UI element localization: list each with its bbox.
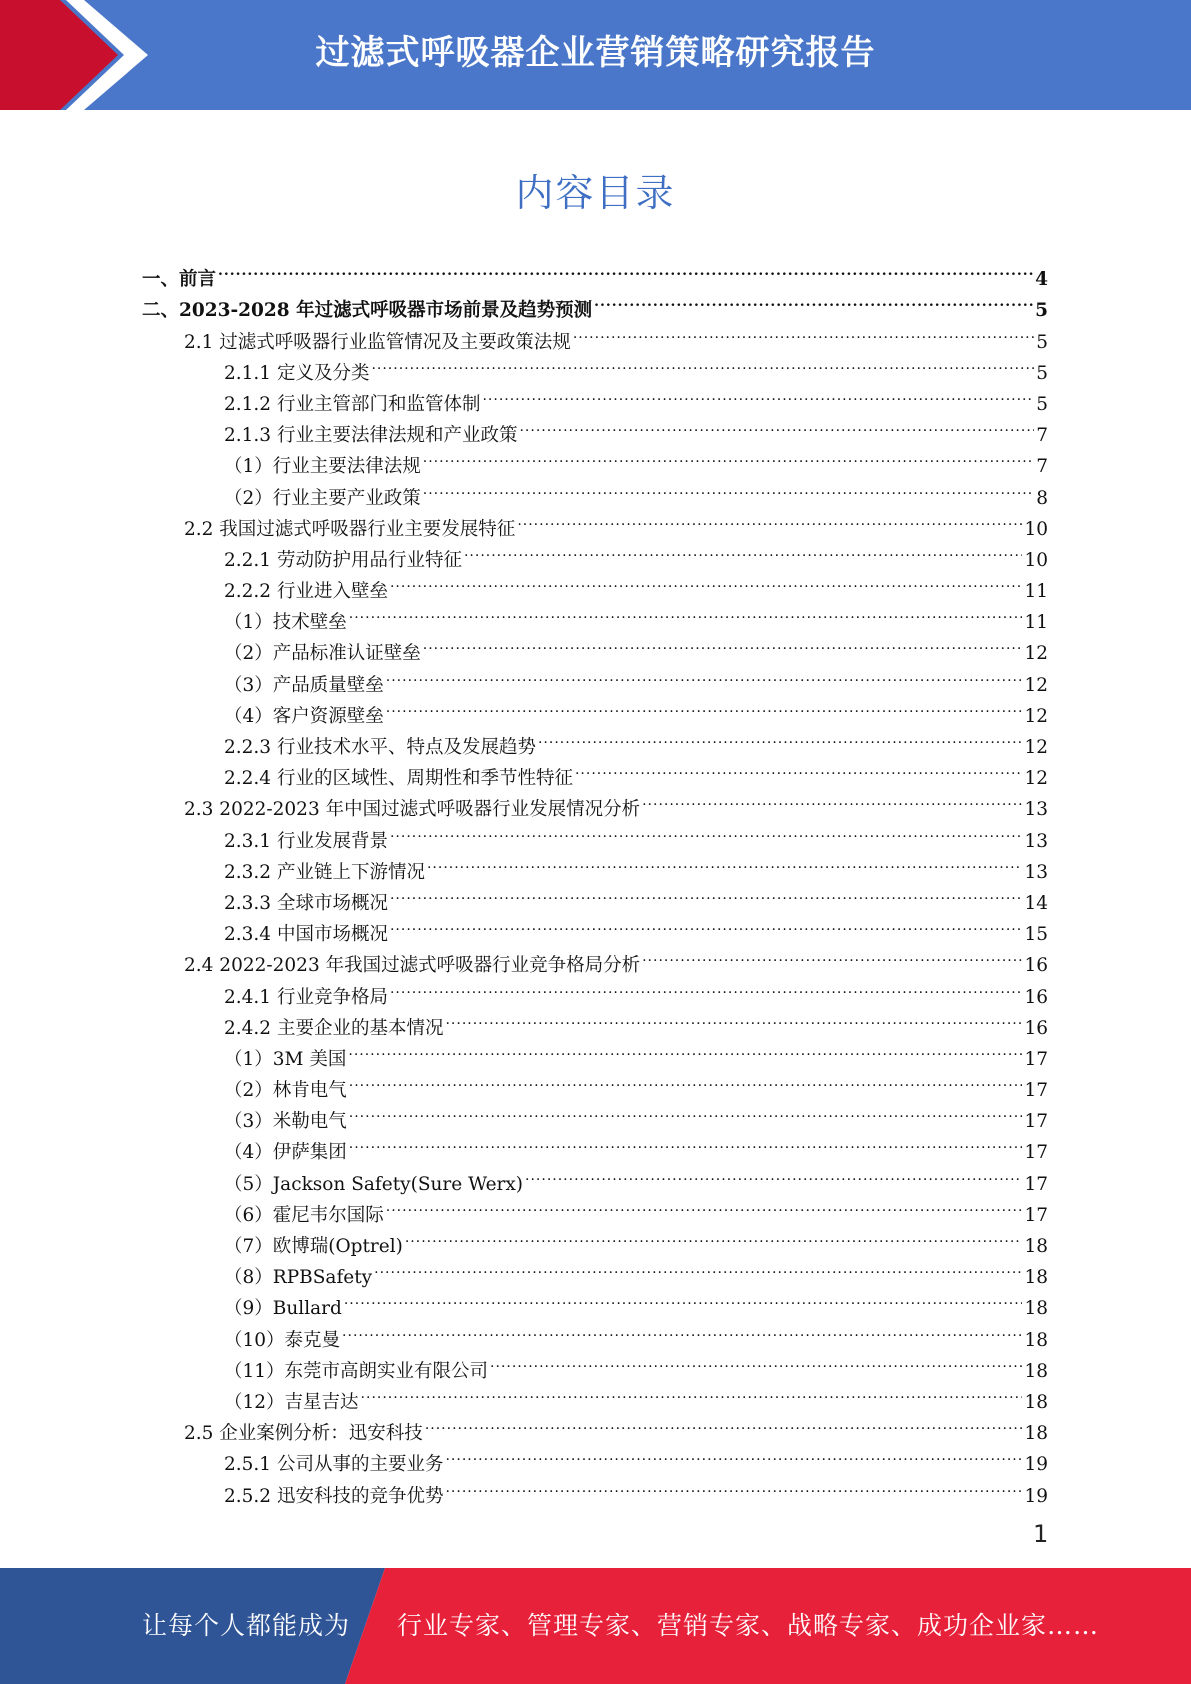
toc-entry-page: 12 (1024, 737, 1048, 758)
toc-entry[interactable] (0, 379, 1048, 415)
toc-entry-label: （3）米勒电气 (224, 1111, 347, 1133)
toc-dot-leader (374, 1252, 1022, 1283)
toc-entry[interactable] (0, 254, 1048, 291)
toc-entry[interactable] (0, 285, 1048, 322)
toc-entry-label: 2.2 我国过滤式呼吸器行业主要发展特征 (184, 518, 516, 540)
toc-entry-page: 13 (1024, 799, 1048, 821)
toc-entry-label: 2.5.1 公司从事的主要业务 (224, 1454, 444, 1476)
toc-dot-leader (525, 1158, 1022, 1189)
toc-entry[interactable] (0, 1034, 1048, 1070)
toc-entry-page: 16 (1024, 955, 1048, 977)
toc-entry-page: 12 (1024, 674, 1048, 696)
toc-entry-label: 2.4.2 主要企业的基本情况 (224, 1017, 444, 1039)
toc-entry[interactable] (0, 1096, 1048, 1133)
toc-entry-label: 2.2.3 行业技术水平、特点及发展趋势 (224, 737, 536, 758)
toc-entry[interactable] (0, 1283, 1048, 1320)
footer-slogan-left: 让每个人都能成为 (142, 1611, 351, 1640)
toc-entry-page: 16 (1024, 1017, 1048, 1039)
toc-dot-leader (427, 847, 1022, 878)
toc-entry-label: （4）客户资源壁垒 (224, 705, 384, 727)
toc-dot-leader (575, 753, 1022, 784)
toc-entry[interactable] (0, 1127, 1048, 1164)
toc-dot-leader (349, 1096, 1023, 1127)
toc-entry-page: 12 (1024, 643, 1048, 665)
toc-entry[interactable] (0, 940, 1048, 977)
toc-entry[interactable] (0, 628, 1048, 665)
toc-entry-page: 17 (1024, 1204, 1048, 1226)
toc-entry-label: 2.2.2 行业进入壁垒 (224, 581, 388, 603)
toc-dot-leader (642, 784, 1022, 815)
toc-entry[interactable] (0, 909, 1048, 946)
footer-band (0, 1568, 1191, 1684)
toc-dot-leader (344, 1283, 1023, 1314)
toc-entry[interactable] (0, 753, 1048, 790)
header-banner (0, 0, 1191, 110)
toc-entry[interactable] (0, 815, 1048, 852)
toc-dot-leader (594, 285, 1033, 316)
toc-entry-page: 16 (1024, 986, 1048, 1008)
toc-entry-page: 18 (1024, 1391, 1048, 1413)
toc-dot-leader (482, 379, 1034, 410)
toc-entry[interactable] (0, 691, 1048, 727)
toc-entry-label: 2.1.3 行业主要法律法规和产业政策 (224, 425, 518, 447)
toc-entry-label: 二、2023-2028 年过滤式呼吸器市场前景及趋势预测 (142, 300, 593, 322)
toc-dot-leader (390, 815, 1022, 846)
toc-entry-label: 2.5 企业案例分析：迅安科技 (184, 1423, 423, 1445)
toc-entry[interactable] (0, 316, 1048, 353)
toc-entry-page: 19 (1024, 1485, 1048, 1507)
toc-entry-label: 2.3.2 产业链上下游情况 (224, 861, 425, 883)
toc-entry-label: （1）技术壁垒 (224, 612, 347, 634)
toc-dot-leader (361, 1377, 1023, 1408)
toc-entry[interactable] (0, 1003, 1048, 1039)
toc-entry[interactable] (0, 784, 1048, 821)
toc-entry-label: （6）霍尼韦尔国际 (224, 1204, 384, 1226)
toc-dot-leader (445, 1470, 1022, 1501)
toc-entry-label: （5）Jackson Safety(Sure Werx) (224, 1173, 524, 1195)
toc-entry[interactable] (0, 1158, 1048, 1195)
toc-entry-page: 13 (1024, 830, 1048, 852)
toc-dot-leader (218, 254, 1033, 285)
toc-entry-page: 12 (1024, 705, 1048, 727)
toc-entry-label: 2.4.1 行业竞争格局 (224, 986, 388, 1008)
toc-entry-page: 13 (1024, 861, 1048, 883)
toc-entry[interactable] (0, 1221, 1048, 1257)
toc-entry-label: （1）3M 美国 (224, 1048, 347, 1070)
toc-entry-page: 17 (1024, 1080, 1048, 1102)
toc-entry[interactable] (0, 1065, 1048, 1102)
toc-entry[interactable] (0, 504, 1048, 540)
toc-entry-page: 5 (1035, 300, 1048, 322)
toc-entry-label: 2.1.1 定义及分类 (224, 362, 370, 384)
toc-dot-leader (519, 410, 1034, 441)
toc-entry-page: 7 (1036, 425, 1048, 447)
toc-entry-page: 5 (1036, 331, 1048, 353)
footer-slogan-right: 行业专家、管理专家、营销专家、战略专家、成功企业家…… (397, 1611, 1100, 1640)
toc-dot-leader (423, 628, 1023, 659)
toc-entry[interactable] (0, 1408, 1048, 1445)
toc-entry-label: 2.3 2022-2023 年中国过滤式呼吸器行业发展情况分析 (184, 799, 641, 821)
toc-dot-leader (405, 1221, 1023, 1252)
toc-dot-leader (386, 659, 1023, 690)
toc-entry-page: 10 (1024, 549, 1048, 571)
toc-entry-label: 2.1.2 行业主管部门和监管体制 (224, 393, 481, 415)
toc-entry-page: 18 (1024, 1267, 1048, 1289)
toc-entry[interactable] (0, 847, 1048, 883)
toc-entry-page: 15 (1024, 924, 1048, 946)
toc-entry[interactable] (0, 878, 1048, 914)
toc-entry-label: 2.1 过滤式呼吸器行业监管情况及主要政策法规 (184, 331, 571, 353)
toc-entry-page: 5 (1036, 393, 1048, 415)
toc-entry-label: （3）产品质量壁垒 (224, 674, 384, 696)
toc-entry[interactable] (0, 659, 1048, 696)
report-title: 过滤式呼吸器企业营销策略研究报告 (315, 33, 876, 73)
toc-dot-leader (445, 1439, 1022, 1470)
toc-dot-leader (642, 940, 1022, 971)
toc-entry-page: 17 (1024, 1142, 1048, 1164)
toc-entry-page: 8 (1036, 487, 1048, 509)
toc-dot-leader (517, 504, 1022, 535)
toc-entry-page: 17 (1024, 1048, 1048, 1070)
page-number: 1 (1033, 1520, 1049, 1548)
toc-dot-leader (490, 1346, 1022, 1377)
toc-dot-leader (423, 441, 1034, 472)
toc-entry[interactable] (0, 722, 1048, 758)
toc-dot-leader (573, 316, 1034, 347)
toc-entry-page: 18 (1024, 1236, 1048, 1257)
toc-entry-page: 19 (1024, 1454, 1048, 1476)
toc-entry-label: 2.2.4 行业的区域性、周期性和季节性特征 (224, 768, 573, 790)
toc-entry-page: 18 (1024, 1360, 1048, 1382)
toc-entry-page: 5 (1036, 362, 1048, 384)
toc-entry-page: 4 (1035, 269, 1048, 291)
toc-dot-leader (348, 1034, 1022, 1065)
toc-entry-page: 17 (1024, 1111, 1048, 1133)
toc-entry[interactable] (0, 441, 1048, 478)
toc-entry[interactable] (0, 1314, 1048, 1351)
toc-entry[interactable] (0, 410, 1048, 447)
toc-entry[interactable] (0, 472, 1048, 509)
toc-dot-leader (423, 472, 1034, 503)
toc-entry[interactable] (0, 1346, 1048, 1382)
toc-entry-page: 14 (1024, 892, 1048, 914)
toc-dot-leader (349, 1065, 1023, 1096)
toc-entry-page: 18 (1024, 1329, 1048, 1351)
toc-entry[interactable] (0, 1190, 1048, 1226)
toc-entry[interactable] (0, 1252, 1048, 1289)
toc-entry-label: （8）RPBSafety (224, 1267, 373, 1289)
toc-entry[interactable] (0, 566, 1048, 603)
table-of-contents (0, 254, 1191, 1507)
toc-dot-leader (349, 1127, 1023, 1158)
toc-entry-page: 18 (1024, 1298, 1048, 1320)
toc-dot-leader (342, 1314, 1022, 1345)
toc-entry-label: （9）Bullard (224, 1298, 342, 1320)
toc-entry-label: 2.4 2022-2023 年我国过滤式呼吸器行业竞争格局分析 (184, 955, 641, 977)
toc-entry-label: （1）行业主要法律法规 (224, 456, 421, 478)
toc-dot-leader (390, 878, 1022, 909)
toc-dot-leader (386, 691, 1023, 722)
toc-entry[interactable] (0, 1470, 1048, 1507)
toc-entry[interactable] (0, 1377, 1048, 1413)
toc-entry[interactable] (0, 597, 1048, 634)
toc-dot-leader (425, 1408, 1023, 1439)
toc-entry-label: 2.3.3 全球市场概况 (224, 892, 388, 914)
toc-entry-page: 11 (1024, 581, 1048, 603)
toc-entry-label: （7）欧博瑞(Optrel) (224, 1236, 403, 1257)
toc-entry[interactable] (0, 535, 1048, 571)
toc-dot-leader (445, 1003, 1022, 1034)
toc-entry-label: （2）林肯电气 (224, 1080, 347, 1102)
toc-dot-leader (349, 597, 1023, 628)
toc-dot-leader (390, 566, 1022, 597)
toc-entry-label: 一、前言 (142, 269, 217, 291)
toc-entry-label: （12）吉星吉达 (224, 1391, 359, 1413)
toc-entry-label: （11）东莞市高朗实业有限公司 (224, 1360, 489, 1382)
toc-entry-label: 2.2.1 劳动防护用品行业特征 (224, 549, 462, 571)
toc-entry-page: 11 (1024, 612, 1048, 634)
toc-entry-label: （2）行业主要产业政策 (224, 487, 421, 509)
toc-entry-page: 17 (1024, 1173, 1048, 1195)
toc-dot-leader (538, 722, 1022, 753)
toc-entry-label: （4）伊萨集团 (224, 1142, 347, 1164)
toc-heading: 内容目录 (515, 171, 676, 215)
toc-entry[interactable] (0, 971, 1048, 1008)
toc-entry-label: 2.5.2 迅安科技的竞争优势 (224, 1485, 444, 1507)
toc-entry[interactable] (0, 1439, 1048, 1476)
toc-entry-page: 10 (1024, 518, 1048, 540)
toc-dot-leader (371, 348, 1034, 379)
toc-entry-page: 7 (1036, 456, 1048, 478)
toc-entry-label: （2）产品标准认证壁垒 (224, 643, 421, 665)
toc-entry-label: 2.3.4 中国市场概况 (224, 924, 388, 946)
toc-entry-page: 12 (1024, 768, 1048, 790)
toc-entry-label: （10）泰克曼 (224, 1329, 341, 1351)
toc-dot-leader (390, 909, 1022, 940)
toc-entry-label: 2.3.1 行业发展背景 (224, 830, 388, 852)
toc-entry-page: 18 (1024, 1423, 1048, 1445)
toc-dot-leader (386, 1190, 1023, 1221)
toc-entry[interactable] (0, 348, 1048, 384)
toc-dot-leader (464, 535, 1022, 566)
toc-dot-leader (390, 971, 1022, 1002)
